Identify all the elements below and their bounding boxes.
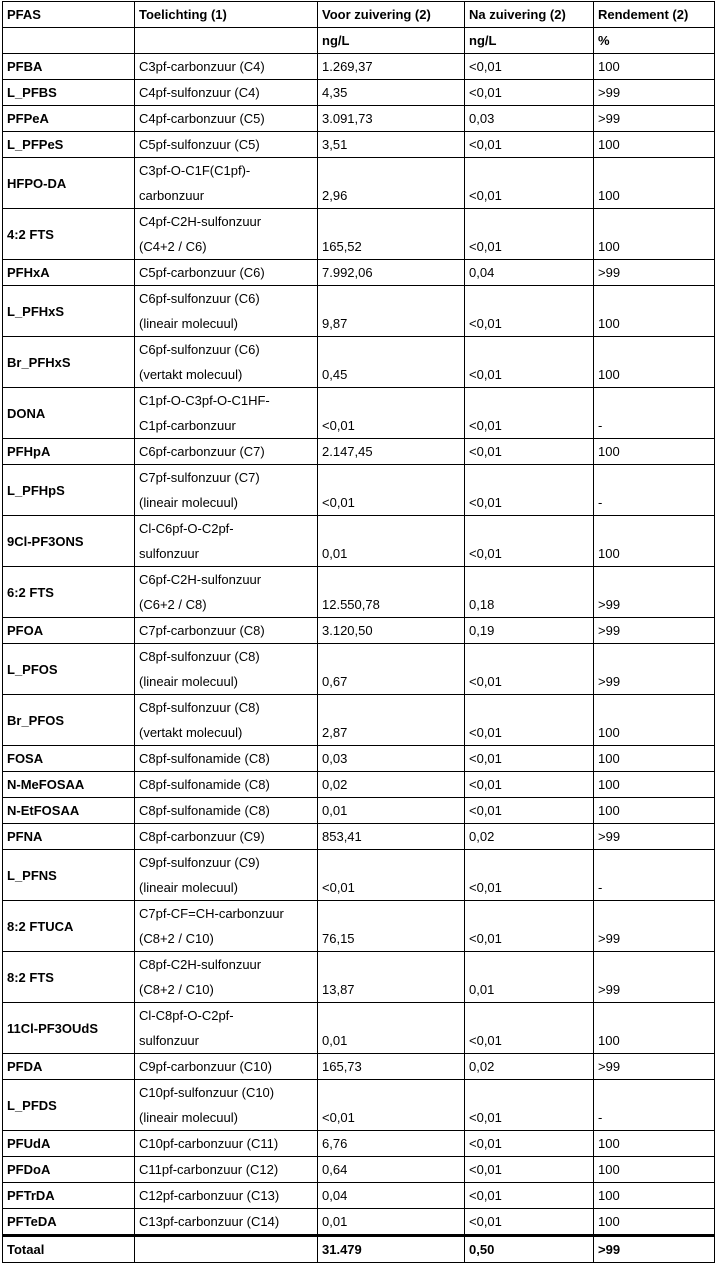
- table-row: [3, 901, 715, 952]
- voor-zuivering-cell: <0,01: [318, 850, 465, 901]
- na-zuivering-cell: <0,01: [465, 1080, 594, 1131]
- unit-pfas: [3, 28, 135, 54]
- description-cell: [135, 1054, 318, 1080]
- table-row: [3, 1003, 715, 1054]
- header-toelichting: Toelichting (1): [135, 2, 318, 28]
- pfas-name-cell: L_PFHpS: [3, 465, 135, 516]
- description-line: (lineair molecuul): [139, 880, 238, 895]
- description-cell: [135, 106, 318, 132]
- voor-zuivering-cell: 0,45: [318, 337, 465, 388]
- table-row: [3, 1157, 715, 1183]
- table-row: [3, 618, 715, 644]
- description-line: C9pf-carbonzuur (C10): [139, 1059, 272, 1074]
- na-zuivering-cell: <0,01: [465, 746, 594, 772]
- units-row: [3, 28, 715, 54]
- description-line: (lineair molecuul): [139, 495, 238, 510]
- description-line: C6pf-C2H-sulfonzuur: [139, 572, 262, 587]
- description-cell: [135, 132, 318, 158]
- pfas-name-cell: PFOA: [3, 618, 135, 644]
- table-row: [3, 1131, 715, 1157]
- pfas-name-cell: PFDoA: [3, 1157, 135, 1183]
- na-zuivering-cell: <0,01: [465, 1157, 594, 1183]
- pfas-name-cell: N-EtFOSAA: [3, 798, 135, 824]
- voor-zuivering-cell: 0,01: [318, 798, 465, 824]
- table-row: [3, 798, 715, 824]
- voor-zuivering-cell: 0,02: [318, 772, 465, 798]
- pfas-name-cell: PFTrDA: [3, 1183, 135, 1209]
- description-line: C4pf-sulfonzuur (C4): [139, 85, 260, 100]
- voor-zuivering-cell: 1.269,37: [318, 54, 465, 80]
- pfas-name-cell: L_PFDS: [3, 1080, 135, 1131]
- na-zuivering-cell: 0,19: [465, 618, 594, 644]
- description-cell: [135, 901, 318, 952]
- rendement-cell: >99: [594, 644, 715, 695]
- na-zuivering-cell: 0,04: [465, 260, 594, 286]
- voor-zuivering-cell: 0,01: [318, 516, 465, 567]
- description-cell: [135, 695, 318, 746]
- rendement-cell: >99: [594, 567, 715, 618]
- pfas-name-cell: PFBA: [3, 54, 135, 80]
- voor-zuivering-cell: 2,87: [318, 695, 465, 746]
- rendement-cell: 100: [594, 132, 715, 158]
- na-zuivering-cell: 0,02: [465, 1054, 594, 1080]
- table-row: [3, 695, 715, 746]
- pfas-name-cell: PFTeDA: [3, 1209, 135, 1236]
- rendement-cell: 100: [594, 209, 715, 260]
- na-zuivering-cell: <0,01: [465, 695, 594, 746]
- description-cell: [135, 286, 318, 337]
- na-zuivering-cell: 0,03: [465, 106, 594, 132]
- total-description-cell: [135, 1236, 318, 1263]
- voor-zuivering-cell: 0,64: [318, 1157, 465, 1183]
- rendement-cell: 100: [594, 516, 715, 567]
- table-row: [3, 80, 715, 106]
- pfas-name-cell: 4:2 FTS: [3, 209, 135, 260]
- description-line: C4pf-carbonzuur (C5): [139, 111, 265, 126]
- description-cell: [135, 1003, 318, 1054]
- voor-zuivering-cell: 13,87: [318, 952, 465, 1003]
- voor-zuivering-cell: 0,04: [318, 1183, 465, 1209]
- voor-zuivering-cell: 165,73: [318, 1054, 465, 1080]
- description-cell: [135, 1080, 318, 1131]
- pfas-table-body: [3, 2, 715, 1263]
- description-line: carbonzuur: [139, 188, 205, 203]
- rendement-cell: >99: [594, 80, 715, 106]
- description-cell: [135, 260, 318, 286]
- description-line: Cl-C8pf-O-C2pf-: [139, 1008, 234, 1023]
- voor-zuivering-cell: 12.550,78: [318, 567, 465, 618]
- header-voor-zuivering: Voor zuivering (2): [318, 2, 465, 28]
- description-line: C5pf-carbonzuur (C6): [139, 265, 265, 280]
- description-line: C4pf-C2H-sulfonzuur: [139, 214, 262, 229]
- rendement-cell: 100: [594, 695, 715, 746]
- description-cell: [135, 644, 318, 695]
- description-line: C8pf-sulfonzuur (C8): [139, 700, 260, 715]
- table-row: [3, 465, 715, 516]
- table-row: [3, 337, 715, 388]
- pfas-name-cell: L_PFPeS: [3, 132, 135, 158]
- na-zuivering-cell: <0,01: [465, 388, 594, 439]
- na-zuivering-cell: 0,18: [465, 567, 594, 618]
- pfas-name-cell: FOSA: [3, 746, 135, 772]
- description-line: (C6+2 / C8): [139, 597, 207, 612]
- pfas-name-cell: L_PFOS: [3, 644, 135, 695]
- description-line: (lineair molecuul): [139, 674, 238, 689]
- pfas-name-cell: PFHxA: [3, 260, 135, 286]
- pfas-name-cell: 8:2 FTS: [3, 952, 135, 1003]
- description-line: C8pf-sulfonamide (C8): [139, 803, 270, 818]
- voor-zuivering-cell: 76,15: [318, 901, 465, 952]
- header-pfas: PFAS: [3, 2, 135, 28]
- na-zuivering-cell: <0,01: [465, 798, 594, 824]
- description-line: C3pf-carbonzuur (C4): [139, 59, 265, 74]
- rendement-cell: -: [594, 1080, 715, 1131]
- description-cell: [135, 209, 318, 260]
- table-row: [3, 824, 715, 850]
- na-zuivering-cell: <0,01: [465, 1209, 594, 1236]
- pfas-name-cell: L_PFHxS: [3, 286, 135, 337]
- na-zuivering-cell: <0,01: [465, 54, 594, 80]
- description-cell: [135, 798, 318, 824]
- unit-na: ng/L: [465, 28, 594, 54]
- description-cell: [135, 465, 318, 516]
- description-line: C8pf-sulfonamide (C8): [139, 777, 270, 792]
- voor-zuivering-cell: <0,01: [318, 1080, 465, 1131]
- rendement-cell: 100: [594, 439, 715, 465]
- header-rendement: Rendement (2): [594, 2, 715, 28]
- pfas-name-cell: 11Cl-PF3OUdS: [3, 1003, 135, 1054]
- description-line: C11pf-carbonzuur (C12): [139, 1162, 279, 1177]
- table-row: [3, 132, 715, 158]
- na-zuivering-cell: <0,01: [465, 80, 594, 106]
- table-row: [3, 850, 715, 901]
- voor-zuivering-cell: 4,35: [318, 80, 465, 106]
- description-line: (vertakt molecuul): [139, 725, 243, 740]
- description-line: (C8+2 / C10): [139, 982, 214, 997]
- na-zuivering-cell: 0,02: [465, 824, 594, 850]
- description-cell: [135, 337, 318, 388]
- total-row: [3, 1236, 715, 1263]
- rendement-cell: >99: [594, 1054, 715, 1080]
- description-line: C8pf-sulfonamide (C8): [139, 751, 270, 766]
- rendement-cell: -: [594, 850, 715, 901]
- rendement-cell: 100: [594, 337, 715, 388]
- header-row: [3, 2, 715, 28]
- rendement-cell: 100: [594, 1183, 715, 1209]
- description-cell: [135, 439, 318, 465]
- na-zuivering-cell: <0,01: [465, 850, 594, 901]
- table-row: [3, 1209, 715, 1236]
- description-line: C1pf-O-C3pf-O-C1HF-: [139, 393, 270, 408]
- description-line: C8pf-C2H-sulfonzuur: [139, 957, 262, 972]
- description-line: C3pf-O-C1F(C1pf)-: [139, 163, 251, 178]
- description-line: (lineair molecuul): [139, 316, 238, 331]
- description-line: (lineair molecuul): [139, 1110, 238, 1125]
- voor-zuivering-cell: 0,01: [318, 1209, 465, 1236]
- rendement-cell: >99: [594, 952, 715, 1003]
- description-cell: [135, 1157, 318, 1183]
- description-line: C10pf-sulfonzuur (C10): [139, 1085, 275, 1100]
- header-na-zuivering: Na zuivering (2): [465, 2, 594, 28]
- total-na-cell: 0,50: [465, 1236, 594, 1263]
- rendement-cell: 100: [594, 772, 715, 798]
- table-row: [3, 388, 715, 439]
- description-line: C7pf-sulfonzuur (C7): [139, 470, 260, 485]
- rendement-cell: 100: [594, 1209, 715, 1236]
- na-zuivering-cell: <0,01: [465, 644, 594, 695]
- voor-zuivering-cell: 9,87: [318, 286, 465, 337]
- pfas-name-cell: L_PFNS: [3, 850, 135, 901]
- description-line: C12pf-carbonzuur (C13): [139, 1188, 280, 1203]
- description-line: (vertakt molecuul): [139, 367, 243, 382]
- pfas-name-cell: N-MeFOSAA: [3, 772, 135, 798]
- rendement-cell: 100: [594, 286, 715, 337]
- description-line: C5pf-sulfonzuur (C5): [139, 137, 260, 152]
- voor-zuivering-cell: 2,96: [318, 158, 465, 209]
- na-zuivering-cell: <0,01: [465, 1183, 594, 1209]
- table-row: [3, 260, 715, 286]
- voor-zuivering-cell: <0,01: [318, 465, 465, 516]
- voor-zuivering-cell: 853,41: [318, 824, 465, 850]
- description-cell: [135, 1183, 318, 1209]
- na-zuivering-cell: <0,01: [465, 337, 594, 388]
- na-zuivering-cell: <0,01: [465, 1131, 594, 1157]
- table-row: [3, 516, 715, 567]
- table-row: [3, 158, 715, 209]
- description-line: C6pf-sulfonzuur (C6): [139, 342, 260, 357]
- pfas-name-cell: HFPO-DA: [3, 158, 135, 209]
- pfas-name-cell: L_PFBS: [3, 80, 135, 106]
- table-row: [3, 1054, 715, 1080]
- total-voor-cell: 31.479: [318, 1236, 465, 1263]
- pfas-table: [2, 1, 715, 1263]
- rendement-cell: >99: [594, 824, 715, 850]
- unit-toelichting: [135, 28, 318, 54]
- voor-zuivering-cell: 0,01: [318, 1003, 465, 1054]
- rendement-cell: 100: [594, 1157, 715, 1183]
- pfas-name-cell: PFHpA: [3, 439, 135, 465]
- description-cell: [135, 952, 318, 1003]
- description-cell: [135, 1209, 318, 1236]
- rendement-cell: >99: [594, 260, 715, 286]
- description-cell: [135, 618, 318, 644]
- voor-zuivering-cell: 0,03: [318, 746, 465, 772]
- pfas-name-cell: Br_PFOS: [3, 695, 135, 746]
- na-zuivering-cell: <0,01: [465, 901, 594, 952]
- description-line: C6pf-carbonzuur (C7): [139, 444, 265, 459]
- description-cell: [135, 746, 318, 772]
- na-zuivering-cell: <0,01: [465, 286, 594, 337]
- table-row: [3, 1183, 715, 1209]
- rendement-cell: 100: [594, 54, 715, 80]
- description-cell: [135, 850, 318, 901]
- voor-zuivering-cell: 3.120,50: [318, 618, 465, 644]
- description-line: C1pf-carbonzuur: [139, 418, 236, 433]
- table-row: [3, 1080, 715, 1131]
- table-row: [3, 952, 715, 1003]
- pfas-name-cell: PFUdA: [3, 1131, 135, 1157]
- voor-zuivering-cell: 6,76: [318, 1131, 465, 1157]
- na-zuivering-cell: <0,01: [465, 158, 594, 209]
- description-line: sulfonzuur: [139, 546, 199, 561]
- description-line: C7pf-carbonzuur (C8): [139, 623, 265, 638]
- pfas-name-cell: 8:2 FTUCA: [3, 901, 135, 952]
- total-label-cell: Totaal: [3, 1236, 135, 1263]
- pfas-name-cell: DONA: [3, 388, 135, 439]
- voor-zuivering-cell: 3.091,73: [318, 106, 465, 132]
- description-line: C8pf-carbonzuur (C9): [139, 829, 265, 844]
- voor-zuivering-cell: 165,52: [318, 209, 465, 260]
- rendement-cell: -: [594, 388, 715, 439]
- rendement-cell: 100: [594, 158, 715, 209]
- na-zuivering-cell: <0,01: [465, 772, 594, 798]
- voor-zuivering-cell: 3,51: [318, 132, 465, 158]
- voor-zuivering-cell: <0,01: [318, 388, 465, 439]
- na-zuivering-cell: <0,01: [465, 1003, 594, 1054]
- na-zuivering-cell: <0,01: [465, 516, 594, 567]
- description-cell: [135, 158, 318, 209]
- description-line: C13pf-carbonzuur (C14): [139, 1214, 280, 1229]
- table-row: [3, 772, 715, 798]
- na-zuivering-cell: 0,01: [465, 952, 594, 1003]
- voor-zuivering-cell: 7.992,06: [318, 260, 465, 286]
- voor-zuivering-cell: 2.147,45: [318, 439, 465, 465]
- rendement-cell: >99: [594, 901, 715, 952]
- description-cell: [135, 567, 318, 618]
- pfas-name-cell: Br_PFHxS: [3, 337, 135, 388]
- description-line: C8pf-sulfonzuur (C8): [139, 649, 260, 664]
- description-cell: [135, 772, 318, 798]
- table-row: [3, 106, 715, 132]
- description-cell: [135, 388, 318, 439]
- description-cell: [135, 824, 318, 850]
- table-row: [3, 567, 715, 618]
- rendement-cell: -: [594, 465, 715, 516]
- pfas-name-cell: PFNA: [3, 824, 135, 850]
- na-zuivering-cell: <0,01: [465, 439, 594, 465]
- description-line: C10pf-carbonzuur (C11): [139, 1136, 279, 1151]
- table-row: [3, 209, 715, 260]
- description-line: Cl-C6pf-O-C2pf-: [139, 521, 234, 536]
- pfas-name-cell: PFPeA: [3, 106, 135, 132]
- pfas-name-cell: 9Cl-PF3ONS: [3, 516, 135, 567]
- voor-zuivering-cell: 0,67: [318, 644, 465, 695]
- table-row: [3, 746, 715, 772]
- na-zuivering-cell: <0,01: [465, 209, 594, 260]
- table-row: [3, 644, 715, 695]
- description-line: C9pf-sulfonzuur (C9): [139, 855, 260, 870]
- na-zuivering-cell: <0,01: [465, 465, 594, 516]
- na-zuivering-cell: <0,01: [465, 132, 594, 158]
- table-row: [3, 54, 715, 80]
- description-line: (C8+2 / C10): [139, 931, 214, 946]
- description-line: C6pf-sulfonzuur (C6): [139, 291, 260, 306]
- description-line: (C4+2 / C6): [139, 239, 207, 254]
- rendement-cell: >99: [594, 106, 715, 132]
- rendement-cell: 100: [594, 1131, 715, 1157]
- rendement-cell: >99: [594, 618, 715, 644]
- description-cell: [135, 516, 318, 567]
- rendement-cell: 100: [594, 798, 715, 824]
- rendement-cell: 100: [594, 746, 715, 772]
- rendement-cell: 100: [594, 1003, 715, 1054]
- unit-rendement: %: [594, 28, 715, 54]
- description-cell: [135, 80, 318, 106]
- pfas-name-cell: PFDA: [3, 1054, 135, 1080]
- description-cell: [135, 1131, 318, 1157]
- total-rendement-cell: >99: [594, 1236, 715, 1263]
- description-line: C7pf-CF=CH-carbonzuur: [139, 906, 284, 921]
- pfas-name-cell: 6:2 FTS: [3, 567, 135, 618]
- description-cell: [135, 54, 318, 80]
- table-row: [3, 286, 715, 337]
- description-line: sulfonzuur: [139, 1033, 199, 1048]
- unit-voor: ng/L: [318, 28, 465, 54]
- table-row: [3, 439, 715, 465]
